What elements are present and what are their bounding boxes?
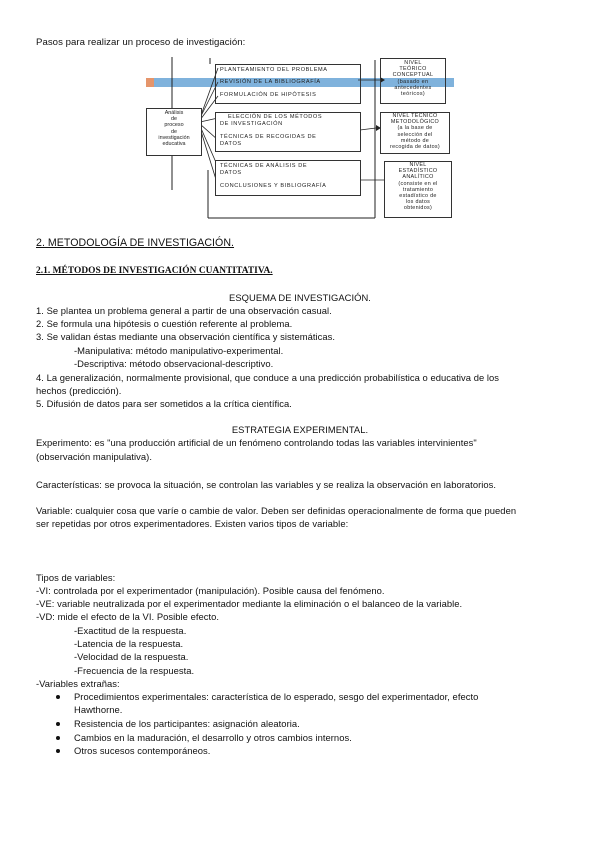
bullet-dot [56,695,60,699]
vd-velocidad: -Velocidad de la respuesta. [74,651,189,662]
estrategia-title: ESTRATEGIA EXPERIMENTAL. [231,424,369,435]
esquema-item-1: 1. Se plantea un problema general a partir de una observación casual. [36,305,332,316]
analysis-line-1: TÉCNICAS DE ANÁLISIS DE [220,163,308,169]
tipo-ve: -VE: variable neutralizada por el experimentador mediante la eliminación o el balanceo de la variable. [36,598,463,609]
bullet-dot [56,749,60,753]
esquema-title: ESQUEMA DE INVESTIGACIÓN. [229,292,371,303]
esquema-item-2: 2. Se formula una hipótesis o cuestión referente al problema. [36,318,293,329]
tipo-vi: -VI: controlada por el experimentador (manipulación). Posible causa del fenómeno. [36,585,385,596]
extrana-procedimientos: Procedimientos experimentales: característica de lo esperado, sesgo del experimentador, efecto [74,691,479,702]
problem-line-3: FORMULACIÓN DE HIPÓTESIS [220,92,317,98]
esquema-item-4-cont: hechos (predicción). [36,385,122,396]
section-2-1-heading: 2.1. MÉTODOS DE INVESTIGACIÓN CUANTITATIVA. [36,266,273,276]
highlight-accent [146,78,154,87]
analysis-line-2: DATOS [220,170,242,176]
variable-definition: Variable: cualquier cosa que varíe o cambie de valor. Deben ser definidas operacionalmente de forma que pueden [36,505,517,516]
vd-exactitud: -Exactitud de la respuesta. [74,625,187,636]
bullet-dot [56,722,60,726]
extrana-procedimientos-cont: Hawthorne. [74,704,123,715]
intro-title: Pasos para realizar un proceso de investigación: [36,37,246,48]
variable-definition-cont: ser repetidas por otros experimentadores. Existen varios tipos de variable: [36,518,349,529]
caracteristicas-text: Características: se provoca la situación, se controlan las variables y se realiza la observación en laboratorios. [36,479,497,490]
bullet-dot [56,736,60,740]
analysis-line-3: CONCLUSIONES Y BIBLIOGRAFÍA [220,183,327,189]
methods-line-3: TÉCNICAS DE RECOGIDAS DE [220,134,317,140]
extrana-otros: Otros sucesos contemporáneos. [74,745,211,756]
vd-latencia: -Latencia de la respuesta. [74,638,184,649]
esquema-item-5: 5. Difusión de datos para ser sometidos a la crítica científica. [36,398,292,409]
esquema-sub-descriptiva: -Descriptiva: método observacional-descriptivo. [74,358,274,369]
methods-line-2: DE INVESTIGACIÓN [220,121,283,127]
section-2-heading: 2. METODOLOGÍA DE INVESTIGACIÓN. [36,237,235,249]
experimento-definition-cont: (observación manipulativa). [36,451,152,462]
vd-frecuencia: -Frecuencia de la respuesta. [74,665,195,676]
analysis-label: Análisis de proceso de investigación educativa [158,110,190,148]
methods-line-4: DATOS [220,141,242,147]
problem-line-1: PLANTEAMIENTO DEL PROBLEMA [220,67,328,73]
problem-line-2: REVISIÓN DE LA BIBLIOGRAFÍA [220,79,321,85]
extrana-cambios: Cambios en la maduración, el desarrollo y otros cambios internos. [74,732,352,743]
esquema-item-3: 3. Se validan éstas mediante una observación científica y sistemáticas. [36,331,336,342]
extrana-resistencia: Resistencia de los participantes: asignación aleatoria. [74,718,300,729]
extranas-title: -Variables extrañas: [36,678,120,689]
level-theoretical-text: NIVEL TEÓRICO CONCEPTUAL (basado en antecedentes teóricos) [392,60,434,98]
tipo-vd: -VD: mide el efecto de la VI. Posible efecto. [36,611,220,622]
esquema-item-4: 4. La generalización, normalmente provisional, que conduce a una predicción probabilística o educativa de los [36,372,500,383]
level-technical-text: NIVEL TÉCNICO METODOLÓGICO (a la base de selección del método de recogida de datos) [389,113,441,151]
esquema-sub-manipulativa: -Manipulativa: método manipulativo-experimental. [74,345,284,356]
level-statistical-text: NIVEL ESTADÍSTICO ANALÍTICO (consiste en el tratamiento estadístico de los datos obtenidos) [398,162,438,212]
tipos-title: Tipos de variables: [36,572,116,583]
methods-line-1: ELECCIÓN DE LOS MÉTODOS [228,114,323,120]
experimento-definition: Experimento: es "una producción artificial de un fenómeno controlando todas las variables intervinientes" [36,437,477,448]
